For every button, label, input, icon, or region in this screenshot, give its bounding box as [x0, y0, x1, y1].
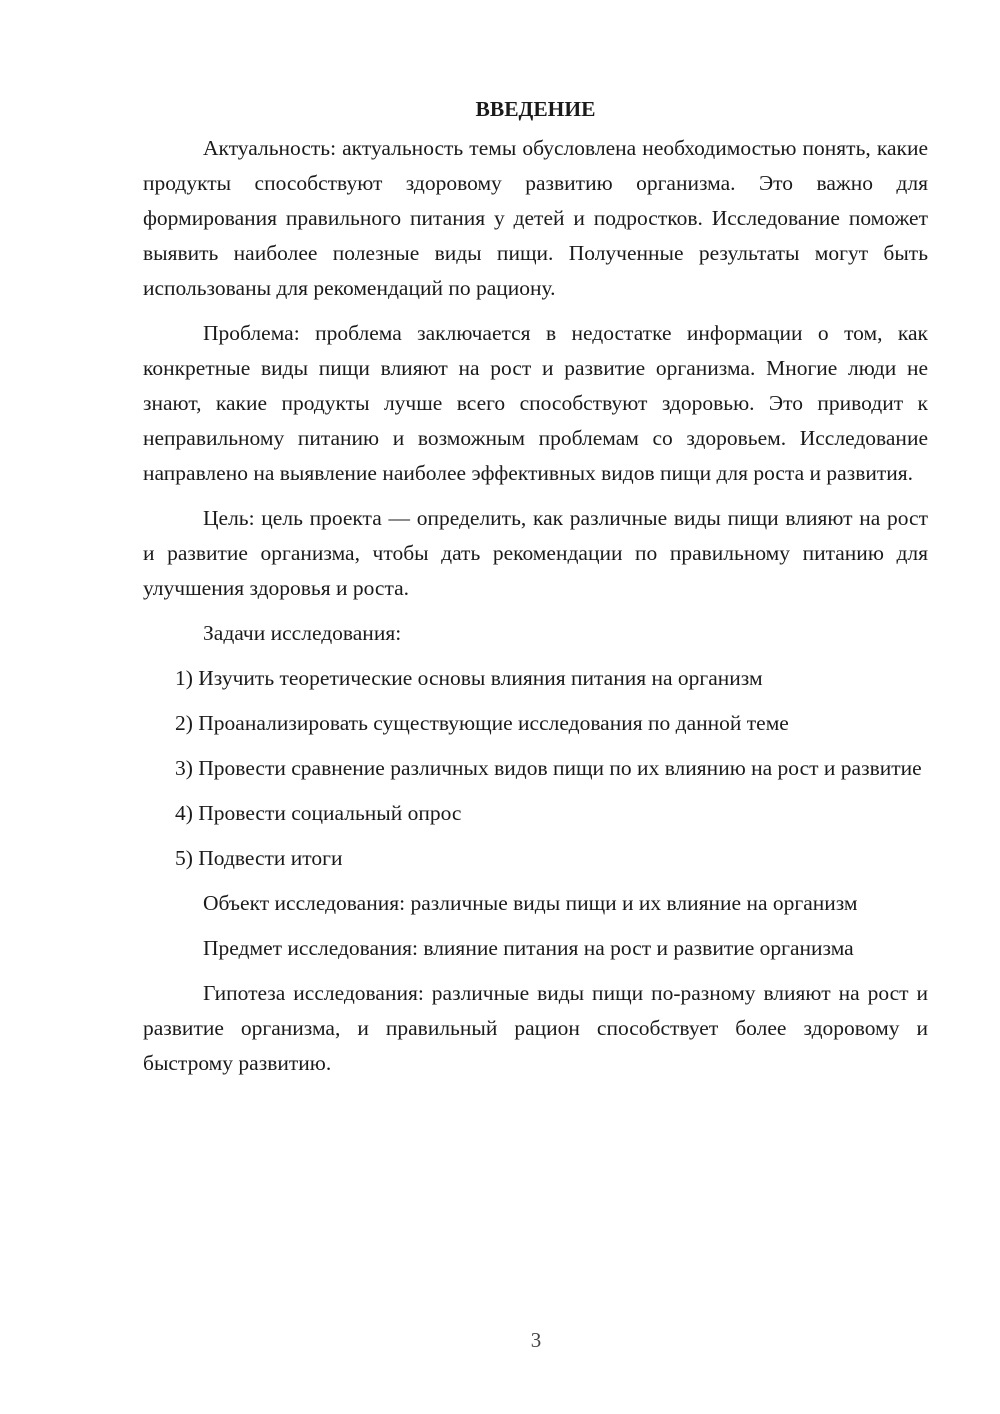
object-paragraph: Объект исследования: различные виды пищи и их влияние на организм: [203, 891, 858, 915]
task-item: 2) Проанализировать существующие исследования по данной теме: [175, 711, 789, 735]
tasks-heading: Задачи исследования:: [203, 621, 402, 645]
task-item: 5) Подвести итоги: [175, 846, 343, 870]
page-number: 3: [530, 1328, 542, 1352]
relevance-paragraph: Актуальность: актуальность темы обусловлена необходимостью понять, какие продукты способствуют здоровому развитию организма. Это важно для формирования правильного питания у детей и подростков. Исследование поможет выявить наиболее полезные виды пищи. Полученные результаты могут быть использованы для рекомендаций по рациону.: [143, 136, 928, 300]
tasks-list: [143, 661, 928, 876]
goal-paragraph: Цель: цель проекта — определить, как различные виды пищи влияют на рост и развитие организма, чтобы дать рекомендации по правильному питанию для улучшения здоровья и роста.: [143, 506, 928, 600]
problem-paragraph: Проблема: проблема заключается в недостатке информации о том, как конкретные виды пищи влияют на рост и развитие организма. Многие люди не знают, какие продукты лучше всего способствуют здоровью. Это приводит к неправильному питанию и возможным проблемам со здоровьем. Исследование направлено на выявление наиболее эффективных видов пищи для роста и развития.: [143, 321, 928, 485]
hypothesis-paragraph: Гипотеза исследования: различные виды пищи по-разному влияют на рост и развитие организма, и правильный рацион способствует более здоровому и быстрому развитию.: [143, 981, 928, 1075]
task-item: 4) Провести социальный опрос: [175, 801, 462, 825]
task-item: 3) Провести сравнение различных видов пищи по их влиянию на рост и развитие: [175, 756, 922, 780]
section-title: ВВЕДЕНИЕ: [475, 97, 596, 121]
task-item: 1) Изучить теоретические основы влияния питания на организм: [175, 666, 763, 690]
subject-paragraph: Предмет исследования: влияние питания на рост и развитие организма: [203, 936, 854, 960]
document-page: [143, 92, 928, 1091]
